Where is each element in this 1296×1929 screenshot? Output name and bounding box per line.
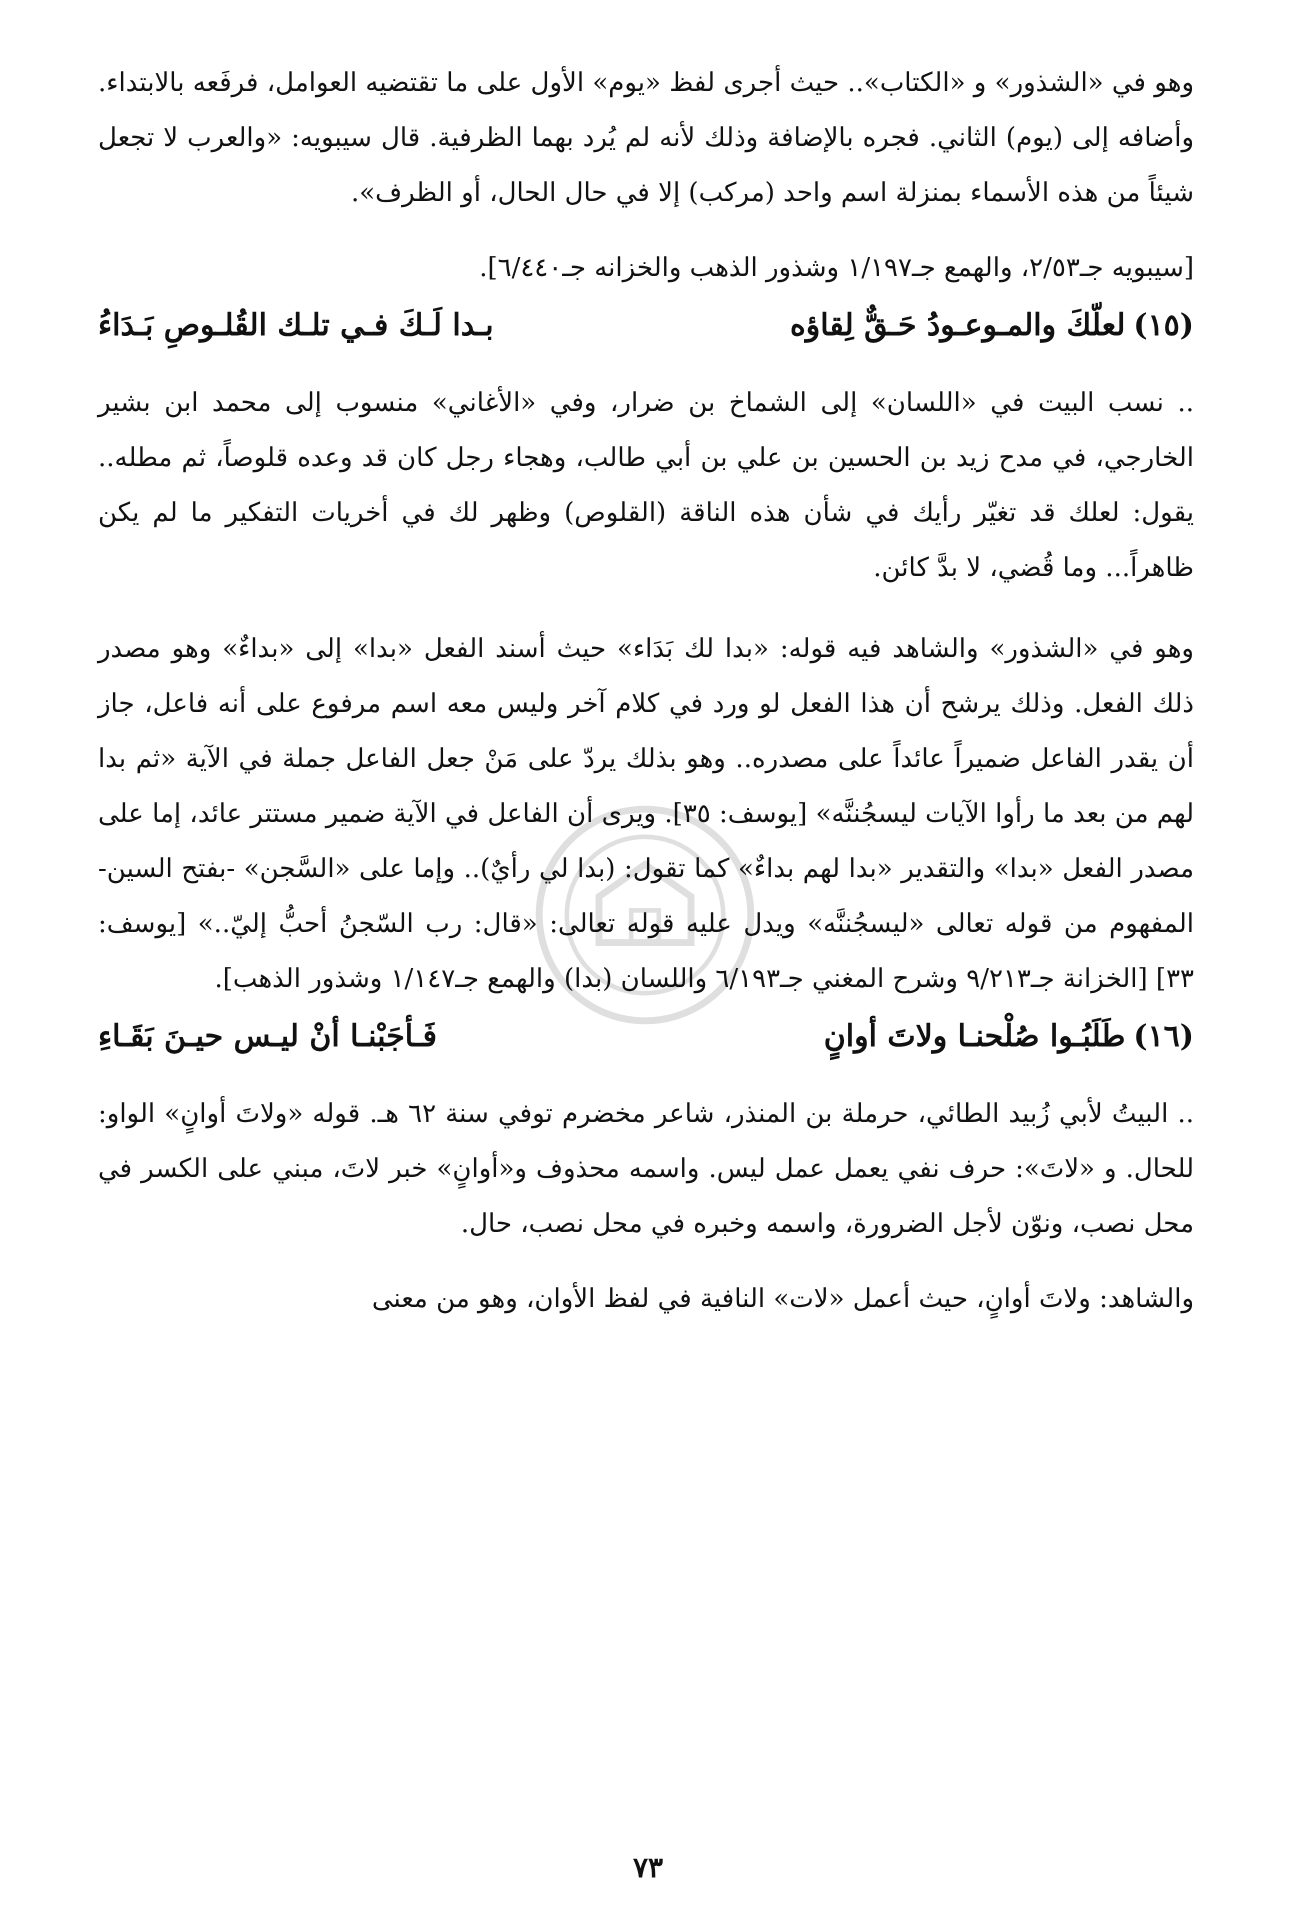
verse-second-hemistich: بـدا لَـكَ فـي تلـك القُلـوصِ بَـدَاءُ [98,308,494,343]
paragraph-1: وهو في «الشذور» و «الكتاب».. حيث أجرى لفظ «يوم» الأول على ما تقتضيه العوامل، فرفَعه بالابتداء. وأضافه إلى (يوم) الثاني. فجره بالإضافة وذلك لأنه لم يُرد بهما الظرفية. قال سيبويه: «والعرب لا تجعل شيئاً من هذه الأسماء بمنزلة اسم واحد (مركب) إلا في حال الحال، أو الظرف». [98,68,1194,208]
spacer [98,1067,1194,1087]
reference-line-1: [سيبويه جـ٢/٥٣، والهمع جـ١/١٩٧ وشذور الذهب والخزانه جـ٦/٤٤٠]. [479,253,1194,283]
paragraph-4: .. البيتُ لأبي زُبيد الطائي، حرملة بن المنذر، شاعر مخضرم توفي سنة ٦٢ هـ. قوله «ولاتَ أوانٍ» الواو: للحال. و «لاتَ»: حرف نفي يعمل عمل ليس. واسمه محذوف و«أوانٍ» خبر لاتَ، مبني على الكسر في محل نصب، ونوّن لأجل الضرورة، واسمه وخبره في محل نصب، حال. [98,1099,1194,1239]
spacer [98,356,1194,376]
verse-number: (١٥) [1133,308,1194,343]
paragraph-3: وهو في «الشذور» والشاهد فيه قوله: «بدا لك بَدَاء» حيث أسند الفعل «بدا» إلى «بداءٌ» وهو مصدر ذلك الفعل. وذلك يرشح أن هذا الفعل لو ورد في كلام آخر وليس معه اسم مرفوع على أنه فاعل، جاز أن يقدر الفاعل ضميراً عائداً على مصدره.. وهو بذلك يردّ على مَنْ جعل الفاعل جملة في الآية «ثم بدا لهم من بعد ما رأوا الآيات ليسجُننَّه» [يوسف: ٣٥]. ويرى أن الفاعل في الآية ضمير مستتر عائد، إما على مصدر الفعل «بدا» والتقدير «بدا لهم بداءٌ» كما تقول: (بدا لي رأيٌ).. وإما على «السَّجن» -بفتح السين- المفهوم من قوله تعالى «ليسجُننَّه» ويدل عليه قوله تعالى: «قال: رب السّجنُ أحبُّ إليّ..» [يوسف: ٣٣] [الخزانة جـ٩/٢١٣ وشرح المغني جـ٦/١٩٣ واللسان (بدا) والهمع جـ١/١٤٧ وشذور الذهب]. [98,634,1194,994]
verse-second-hemistich: فَـأجَبْنـا أنْ ليـس حيـنَ بَقَـاءِ [98,1019,438,1054]
spacer [98,221,1194,241]
verse-15 [98,296,1194,356]
verse-first-hemistich: لعلّكَ والمـوعـودُ حَـقٌّ لِقاؤه [790,308,1126,343]
paragraph-5: والشاهد: ولاتَ أوانٍ، حيث أعمل «لات» النافية في لفظ الأوان، وهو من معنى [371,1284,1194,1314]
paragraph-2: .. نسب البيت في «اللسان» إلى الشماخ بن ضرار، وفي «الأغاني» منسوب إلى محمد ابن بشير الخارجي، في مدح زيد بن الحسين بن علي بن أبي طالب، وهجاء رجل كان قد وعده قلوصاً، ثم مطله.. يقول: لعلك قد تغيّر رأيك في شأن هذه الناقة (القلوص) وظهر لك في أخريات التفكير ما لم يكن ظاهراً... وما قُضي، لا بدَّ كائن. [98,388,1194,583]
verse-number: (١٦) [1133,1019,1194,1054]
verse-first-hemistich: طَلَبُـوا صُلْحنـا ولاتَ أوانٍ [823,1019,1126,1054]
spacer [98,1252,1194,1272]
spacer [98,596,1194,622]
page-number: ٧٣ [632,1851,664,1884]
verse-16 [98,1007,1194,1067]
